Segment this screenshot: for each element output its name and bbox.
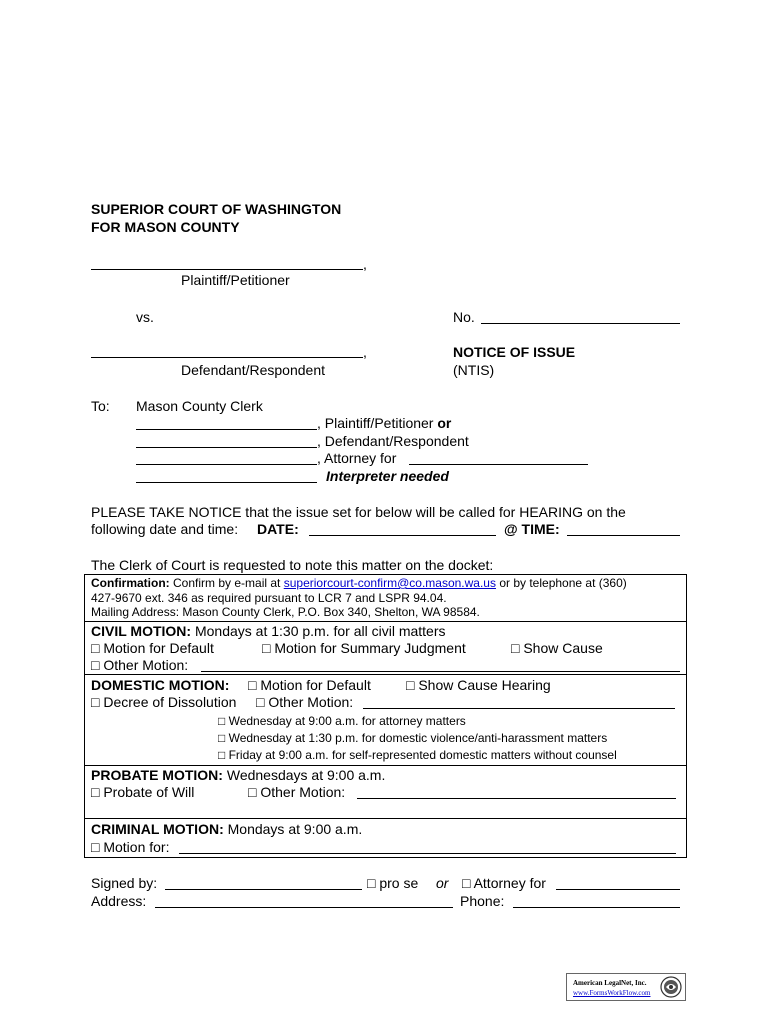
domestic-show-cause-checkbox[interactable]: □ Show Cause Hearing (406, 677, 551, 693)
interpreter-line[interactable] (136, 482, 317, 483)
confirmation-text1: Confirm by e-mail at (173, 576, 281, 590)
attorney-for-signature-line[interactable] (556, 889, 680, 890)
publisher-seal-icon (660, 976, 682, 998)
civil-summary-judgment-checkbox[interactable]: □ Motion for Summary Judgment (262, 640, 466, 656)
publisher-name: American LegalNet, Inc. (573, 979, 647, 987)
civil-other-checkbox[interactable]: □ Other Motion: (91, 657, 189, 673)
civil-motion-header (91, 623, 446, 640)
publisher-logo (566, 973, 686, 1001)
signature-or-label: or (436, 875, 449, 891)
domestic-dissolution-checkbox[interactable]: □ Decree of Dissolution (91, 694, 237, 710)
confirmation-label: Confirmation: (91, 576, 170, 590)
civil-default-checkbox[interactable]: □ Motion for Default (91, 640, 214, 656)
plaintiff-recipient-label: , Plaintiff/Petitioner (317, 415, 438, 431)
clerk-label: Mason County Clerk (136, 398, 263, 414)
case-number-line[interactable] (481, 323, 680, 324)
domestic-motion-label: DOMESTIC MOTION: (91, 677, 230, 693)
to-label: To: (91, 398, 110, 414)
civil-motion-label: CIVIL MOTION: (91, 623, 192, 639)
domestic-schedule-dv-checkbox[interactable]: □ Wednesday at 1:30 p.m. for domestic violence/anti-harassment matters (218, 731, 608, 745)
defendant-name-line[interactable] (91, 357, 363, 358)
court-name-line2: FOR MASON COUNTY (91, 219, 240, 235)
probate-other-line[interactable] (357, 798, 676, 799)
plaintiff-recipient-row (317, 415, 451, 432)
time-label: @ TIME: (504, 521, 560, 537)
confirmation-line1 (91, 576, 627, 591)
criminal-motion-label: CRIMINAL MOTION: (91, 821, 224, 837)
probate-will-checkbox[interactable]: □ Probate of Will (91, 784, 195, 800)
civil-motion-schedule: Mondays at 1:30 p.m. for all civil matters (194, 623, 446, 639)
confirmation-line3: Mailing Address: Mason County Clerk, P.O. Box 340, Shelton, WA 98584. (91, 605, 480, 619)
attorney-for-line[interactable] (409, 464, 588, 465)
plaintiff-comma: , (363, 256, 367, 272)
confirmation-email-link[interactable]: superiorcourt-confirm@co.mason.wa.us (283, 576, 496, 590)
or-label: or (437, 415, 452, 431)
defendant-recipient-line[interactable] (136, 447, 317, 448)
address-label: Address: (91, 893, 147, 909)
criminal-motion-for-checkbox[interactable]: □ Motion for: (91, 839, 170, 855)
date-label: DATE: (257, 521, 299, 537)
confirmation-text2: or by telephone at (360) (499, 576, 627, 590)
civil-show-cause-checkbox[interactable]: □ Show Cause (511, 640, 603, 656)
notice-line1: PLEASE TAKE NOTICE that the issue set for below will be called for HEARING on the (91, 504, 626, 520)
domestic-schedule-attorney-checkbox[interactable]: □ Wednesday at 9:00 a.m. for attorney matters (218, 714, 466, 728)
case-number-label: No. (453, 309, 475, 325)
defendant-recipient-label: , Defendant/Respondent (317, 433, 469, 449)
address-line[interactable] (155, 907, 453, 908)
probate-motion-schedule: Wednesdays at 9:00 a.m. (226, 767, 386, 783)
defendant-comma: , (363, 344, 367, 360)
criminal-motion-header (91, 821, 362, 838)
phone-label: Phone: (460, 893, 505, 909)
plaintiff-name-line[interactable] (91, 269, 363, 270)
notice-title: NOTICE OF ISSUE (453, 344, 576, 360)
date-line[interactable] (309, 535, 496, 536)
domestic-schedule-self-rep-checkbox[interactable]: □ Friday at 9:00 a.m. for self-represented domestic matters without counsel (218, 748, 617, 762)
criminal-motion-for-line[interactable] (179, 853, 676, 854)
criminal-motion-schedule: Mondays at 9:00 a.m. (227, 821, 363, 837)
confirmation-line2: 427-9670 ext. 346 as required pursuant to LCR 7 and LSPR 94.04. (91, 591, 447, 605)
attorney-recipient-line[interactable] (136, 464, 317, 465)
notice-line2-prefix: following date and time: (91, 521, 239, 537)
domestic-other-line[interactable] (363, 708, 675, 709)
probate-motion-header (91, 767, 385, 784)
pro-se-checkbox[interactable]: □ pro se (367, 875, 419, 891)
plaintiff-recipient-line[interactable] (136, 429, 317, 430)
phone-line[interactable] (513, 907, 680, 908)
docket-note: The Clerk of Court is requested to note this matter on the docket: (91, 557, 494, 573)
civil-other-line[interactable] (201, 671, 680, 672)
vs-label: vs. (136, 309, 154, 325)
domestic-default-checkbox[interactable]: □ Motion for Default (248, 677, 371, 693)
defendant-label: Defendant/Respondent (181, 362, 325, 378)
attorney-for-checkbox[interactable]: □ Attorney for (462, 875, 546, 891)
publisher-url-link[interactable]: www.FormsWorkFlow.com (573, 989, 651, 997)
domestic-other-checkbox[interactable]: □ Other Motion: (256, 694, 354, 710)
probate-motion-label: PROBATE MOTION: (91, 767, 223, 783)
time-line[interactable] (567, 535, 680, 536)
interpreter-label: Interpreter needed (326, 468, 449, 484)
signed-by-label: Signed by: (91, 875, 158, 891)
notice-abbrev: (NTIS) (453, 362, 495, 378)
signed-by-line[interactable] (165, 889, 362, 890)
court-name-line1: SUPERIOR COURT OF WASHINGTON (91, 201, 342, 217)
plaintiff-label: Plaintiff/Petitioner (181, 272, 290, 288)
probate-other-checkbox[interactable]: □ Other Motion: (248, 784, 346, 800)
attorney-recipient-label: , Attorney for (317, 450, 397, 466)
